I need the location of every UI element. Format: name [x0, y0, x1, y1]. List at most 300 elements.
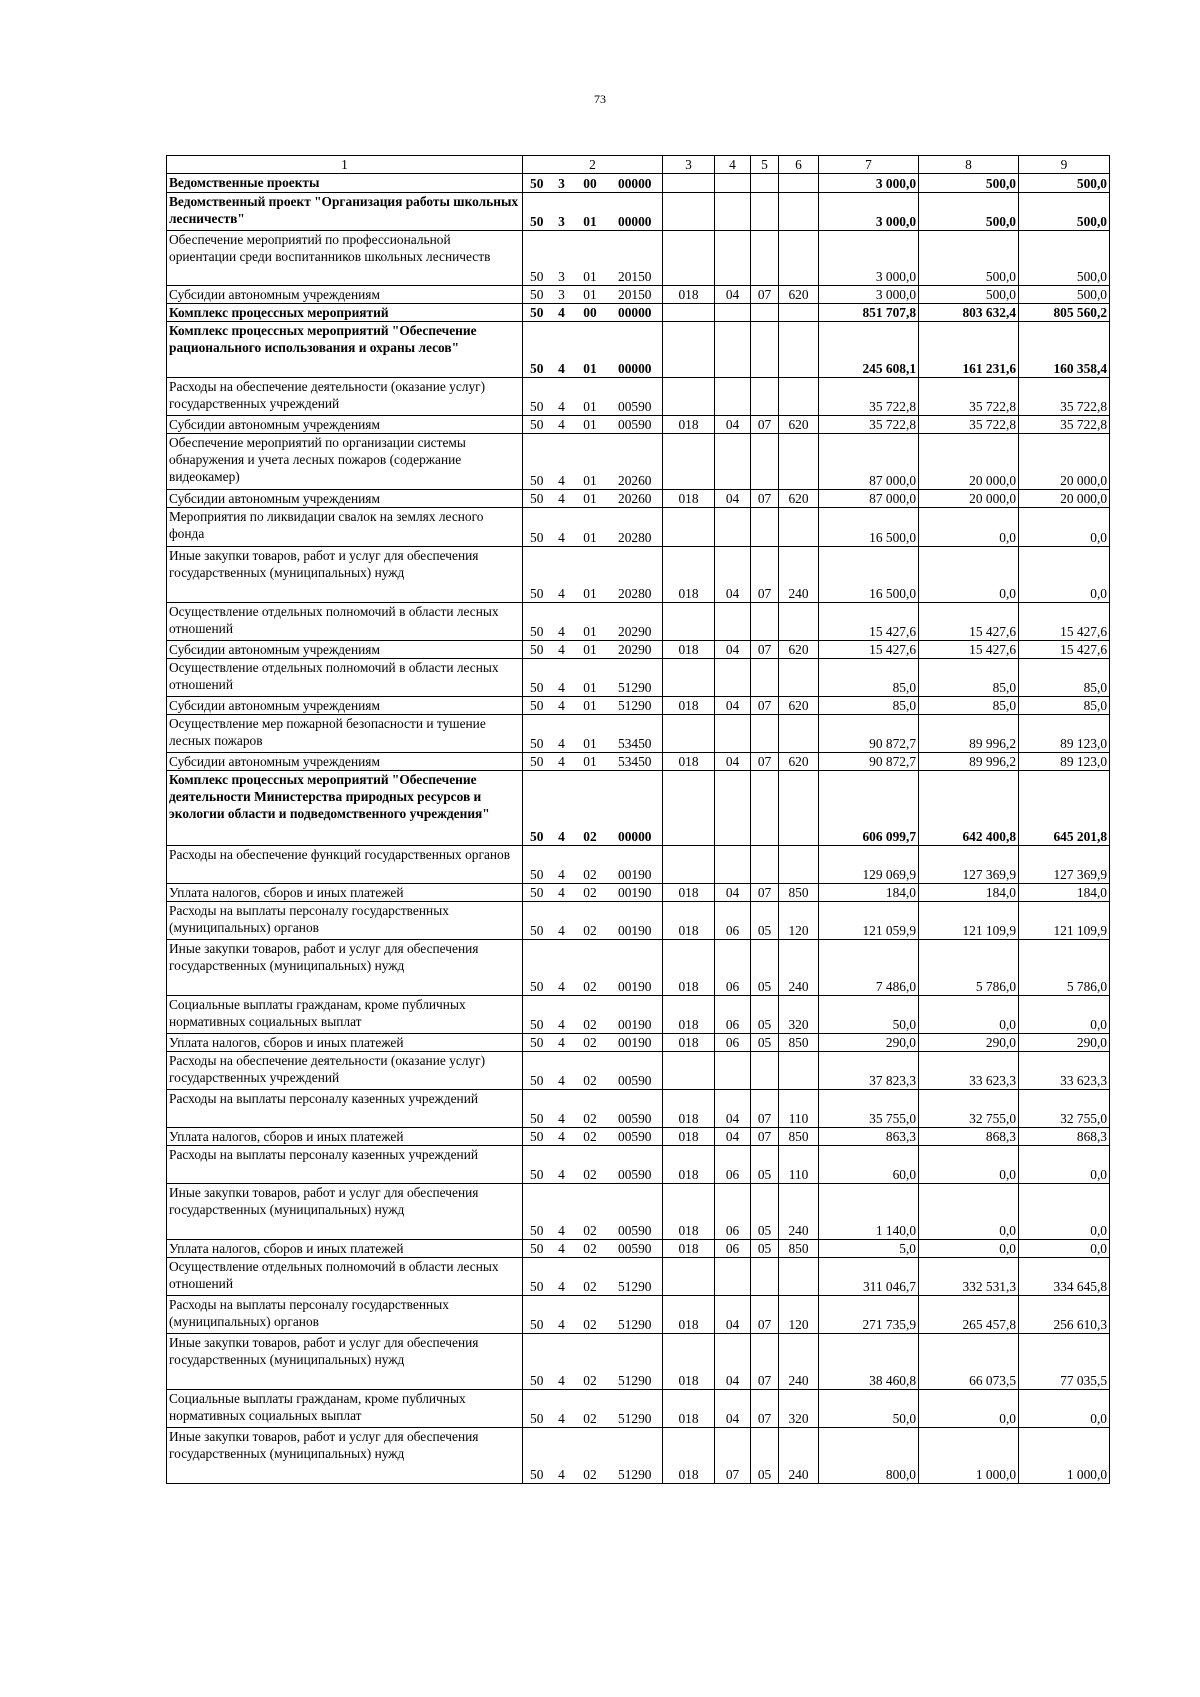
- code-ministry: 018: [663, 697, 715, 715]
- amount-col9: 184,0: [1019, 884, 1110, 902]
- amount-col9: 500,0: [1019, 286, 1110, 304]
- row-name: Субсидии автономным учреждениям: [167, 490, 523, 508]
- code-program: 50: [523, 416, 551, 434]
- row-name: Осуществление отдельных полномочий в области лесных отношений: [167, 659, 523, 697]
- code-type: 4: [551, 1258, 573, 1296]
- table-row: [167, 940, 1110, 996]
- code-program: 50: [523, 1334, 551, 1390]
- code-type: 4: [551, 378, 573, 416]
- code-subsection: 07: [751, 1090, 779, 1128]
- amount-col9: 500,0: [1019, 193, 1110, 231]
- amount-col9: 15 427,6: [1019, 603, 1110, 641]
- code-expense-type: 320: [779, 1390, 819, 1428]
- code-ministry: [663, 174, 715, 193]
- code-subprogram: 02: [573, 771, 608, 846]
- row-name: Ведомственные проекты: [167, 174, 523, 193]
- table-row: [167, 996, 1110, 1034]
- table-row: [167, 286, 1110, 304]
- amount-col8: 0,0: [919, 547, 1019, 603]
- amount-col8: 66 073,5: [919, 1334, 1019, 1390]
- code-ministry: 018: [663, 490, 715, 508]
- amount-col7: 15 427,6: [819, 641, 919, 659]
- amount-col8: 85,0: [919, 659, 1019, 697]
- amount-col7: 87 000,0: [819, 490, 919, 508]
- code-program: 50: [523, 1052, 551, 1090]
- code-subsection: [751, 434, 779, 490]
- code-type: 4: [551, 1146, 573, 1184]
- amount-col7: 1 140,0: [819, 1184, 919, 1240]
- table-row: [167, 1034, 1110, 1052]
- code-subsection: 07: [751, 1334, 779, 1390]
- row-name: Обеспечение мероприятий по организации системы обнаружения и учета лесных пожаров (содержание видеокамер): [167, 434, 523, 490]
- code-subprogram: 01: [573, 416, 608, 434]
- code-subprogram: 02: [573, 846, 608, 884]
- amount-col9: 160 358,4: [1019, 322, 1110, 378]
- code-program: 50: [523, 1296, 551, 1334]
- code-ministry: 018: [663, 940, 715, 996]
- row-name: Обеспечение мероприятий по профессиональной ориентации среди воспитанников школьных лесничеств: [167, 231, 523, 286]
- code-expense-type: [779, 771, 819, 846]
- code-direction: 00590: [608, 1090, 663, 1128]
- table-row: [167, 231, 1110, 286]
- amount-col7: 90 872,7: [819, 715, 919, 753]
- code-program: 50: [523, 884, 551, 902]
- amount-col7: 121 059,9: [819, 902, 919, 940]
- table-row: [167, 434, 1110, 490]
- code-direction: 00000: [608, 322, 663, 378]
- table-row: [167, 753, 1110, 771]
- code-expense-type: [779, 174, 819, 193]
- amount-col8: 0,0: [919, 1240, 1019, 1258]
- table-row: [167, 1146, 1110, 1184]
- code-section: [715, 715, 751, 753]
- code-ministry: 018: [663, 1090, 715, 1128]
- code-subprogram: 02: [573, 1052, 608, 1090]
- code-type: 4: [551, 434, 573, 490]
- code-ministry: [663, 304, 715, 322]
- code-expense-type: 620: [779, 641, 819, 659]
- code-subprogram: 01: [573, 603, 608, 641]
- code-expense-type: [779, 508, 819, 547]
- code-type: 4: [551, 1240, 573, 1258]
- amount-col7: 35 722,8: [819, 416, 919, 434]
- code-ministry: 018: [663, 1034, 715, 1052]
- amount-col9: 5 786,0: [1019, 940, 1110, 996]
- amount-col9: 0,0: [1019, 1184, 1110, 1240]
- code-section: [715, 1258, 751, 1296]
- code-type: 3: [551, 286, 573, 304]
- amount-col9: 15 427,6: [1019, 641, 1110, 659]
- amount-col8: 0,0: [919, 1184, 1019, 1240]
- code-subprogram: 01: [573, 322, 608, 378]
- amount-col8: 1 000,0: [919, 1428, 1019, 1484]
- table-row: [167, 1128, 1110, 1146]
- code-subsection: 07: [751, 547, 779, 603]
- amount-col7: 85,0: [819, 659, 919, 697]
- code-ministry: [663, 715, 715, 753]
- code-section: [715, 231, 751, 286]
- amount-col7: 184,0: [819, 884, 919, 902]
- row-name: Иные закупки товаров, работ и услуг для обеспечения государственных (муниципальных) нужд: [167, 1184, 523, 1240]
- code-section: 04: [715, 753, 751, 771]
- code-ministry: 018: [663, 902, 715, 940]
- code-program: 50: [523, 1146, 551, 1184]
- code-section: [715, 508, 751, 547]
- code-ministry: 018: [663, 1128, 715, 1146]
- code-expense-type: [779, 304, 819, 322]
- code-type: 4: [551, 603, 573, 641]
- code-type: 4: [551, 1034, 573, 1052]
- code-section: 04: [715, 641, 751, 659]
- code-subsection: 05: [751, 902, 779, 940]
- code-expense-type: [779, 1052, 819, 1090]
- code-program: 50: [523, 1390, 551, 1428]
- row-name: Комплекс процессных мероприятий "Обеспечение рационального использования и охраны лесов": [167, 322, 523, 378]
- code-subprogram: 01: [573, 659, 608, 697]
- table-row: [167, 902, 1110, 940]
- row-name: Комплекс процессных мероприятий: [167, 304, 523, 322]
- table-row: [167, 1296, 1110, 1334]
- amount-col8: 89 996,2: [919, 715, 1019, 753]
- code-subsection: [751, 174, 779, 193]
- table-row: [167, 174, 1110, 193]
- code-program: 50: [523, 322, 551, 378]
- amount-col9: 290,0: [1019, 1034, 1110, 1052]
- table-row: [167, 193, 1110, 231]
- code-subsection: [751, 322, 779, 378]
- amount-col9: 0,0: [1019, 1390, 1110, 1428]
- code-expense-type: 620: [779, 286, 819, 304]
- code-subprogram: 01: [573, 753, 608, 771]
- code-ministry: [663, 659, 715, 697]
- amount-col7: 60,0: [819, 1146, 919, 1184]
- code-subprogram: 01: [573, 490, 608, 508]
- row-name: Иные закупки товаров, работ и услуг для обеспечения государственных (муниципальных) нужд: [167, 547, 523, 603]
- code-program: 50: [523, 1258, 551, 1296]
- code-type: 4: [551, 902, 573, 940]
- row-name: Расходы на выплаты персоналу казенных учреждений: [167, 1090, 523, 1128]
- amount-col8: 85,0: [919, 697, 1019, 715]
- row-name: Осуществление отдельных полномочий в области лесных отношений: [167, 603, 523, 641]
- code-subsection: [751, 508, 779, 547]
- amount-col9: 256 610,3: [1019, 1296, 1110, 1334]
- code-section: [715, 434, 751, 490]
- amount-col9: 500,0: [1019, 174, 1110, 193]
- amount-col7: 863,3: [819, 1128, 919, 1146]
- amount-col7: 90 872,7: [819, 753, 919, 771]
- code-subsection: [751, 715, 779, 753]
- amount-col9: 33 623,3: [1019, 1052, 1110, 1090]
- row-name: Иные закупки товаров, работ и услуг для обеспечения государственных (муниципальных) нужд: [167, 1428, 523, 1484]
- code-program: 50: [523, 304, 551, 322]
- code-subsection: [751, 193, 779, 231]
- amount-col7: 16 500,0: [819, 547, 919, 603]
- code-subprogram: 02: [573, 1296, 608, 1334]
- code-program: 50: [523, 846, 551, 884]
- code-ministry: 018: [663, 1146, 715, 1184]
- code-ministry: 018: [663, 547, 715, 603]
- amount-col7: 800,0: [819, 1428, 919, 1484]
- code-type: 4: [551, 1128, 573, 1146]
- table-row: [167, 378, 1110, 416]
- table-row: [167, 846, 1110, 884]
- code-subsection: [751, 378, 779, 416]
- code-direction: 51290: [608, 1334, 663, 1390]
- amount-col9: 20 000,0: [1019, 434, 1110, 490]
- code-program: 50: [523, 771, 551, 846]
- amount-col7: 606 099,7: [819, 771, 919, 846]
- table-row: [167, 659, 1110, 697]
- code-subsection: 05: [751, 1146, 779, 1184]
- code-ministry: 018: [663, 1334, 715, 1390]
- code-type: 4: [551, 715, 573, 753]
- code-subprogram: 02: [573, 902, 608, 940]
- code-ministry: 018: [663, 1184, 715, 1240]
- row-name: Осуществление мер пожарной безопасности и тушение лесных пожаров: [167, 715, 523, 753]
- table-row: [167, 1240, 1110, 1258]
- code-section: 04: [715, 697, 751, 715]
- row-name: Уплата налогов, сборов и иных платежей: [167, 1240, 523, 1258]
- code-subprogram: 02: [573, 940, 608, 996]
- code-section: 06: [715, 996, 751, 1034]
- code-expense-type: 850: [779, 1240, 819, 1258]
- code-program: 50: [523, 1428, 551, 1484]
- amount-col9: 89 123,0: [1019, 753, 1110, 771]
- code-type: 4: [551, 1428, 573, 1484]
- amount-col7: 3 000,0: [819, 193, 919, 231]
- amount-col8: 5 786,0: [919, 940, 1019, 996]
- code-subsection: [751, 1052, 779, 1090]
- code-ministry: 018: [663, 884, 715, 902]
- code-ministry: [663, 603, 715, 641]
- code-subsection: 07: [751, 697, 779, 715]
- amount-col9: 868,3: [1019, 1128, 1110, 1146]
- amount-col8: 500,0: [919, 174, 1019, 193]
- code-ministry: 018: [663, 641, 715, 659]
- code-subprogram: 02: [573, 1090, 608, 1128]
- amount-col7: 16 500,0: [819, 508, 919, 547]
- amount-col7: 3 000,0: [819, 174, 919, 193]
- code-program: 50: [523, 193, 551, 231]
- code-direction: 20280: [608, 508, 663, 547]
- code-subprogram: 01: [573, 715, 608, 753]
- code-direction: 00000: [608, 174, 663, 193]
- code-subprogram: 02: [573, 1128, 608, 1146]
- code-direction: 51290: [608, 697, 663, 715]
- page-number: 73: [594, 92, 606, 106]
- code-subprogram: 01: [573, 231, 608, 286]
- code-subprogram: 01: [573, 697, 608, 715]
- code-type: 4: [551, 1334, 573, 1390]
- table-row: [167, 1428, 1110, 1484]
- code-expense-type: 240: [779, 1334, 819, 1390]
- table-row: [167, 1334, 1110, 1390]
- amount-col8: 20 000,0: [919, 434, 1019, 490]
- code-subprogram: 01: [573, 434, 608, 490]
- code-subsection: 07: [751, 286, 779, 304]
- amount-col7: 7 486,0: [819, 940, 919, 996]
- amount-col7: 851 707,8: [819, 304, 919, 322]
- code-direction: 53450: [608, 753, 663, 771]
- row-name: Социальные выплаты гражданам, кроме публичных нормативных социальных выплат: [167, 1390, 523, 1428]
- amount-col7: 35 755,0: [819, 1090, 919, 1128]
- amount-col8: 15 427,6: [919, 603, 1019, 641]
- code-type: 4: [551, 846, 573, 884]
- amount-col7: 50,0: [819, 996, 919, 1034]
- code-section: [715, 378, 751, 416]
- code-subsection: [751, 846, 779, 884]
- row-name: Ведомственный проект "Организация работы школьных лесничеств": [167, 193, 523, 231]
- code-subsection: 05: [751, 996, 779, 1034]
- code-expense-type: 240: [779, 547, 819, 603]
- amount-col8: 32 755,0: [919, 1090, 1019, 1128]
- code-program: 50: [523, 378, 551, 416]
- code-expense-type: 620: [779, 416, 819, 434]
- code-expense-type: [779, 846, 819, 884]
- code-expense-type: [779, 659, 819, 697]
- code-ministry: [663, 508, 715, 547]
- code-section: [715, 659, 751, 697]
- code-section: [715, 304, 751, 322]
- code-subsection: 05: [751, 1240, 779, 1258]
- code-expense-type: 850: [779, 1034, 819, 1052]
- code-expense-type: 850: [779, 1128, 819, 1146]
- amount-col8: 0,0: [919, 508, 1019, 547]
- code-subprogram: 00: [573, 304, 608, 322]
- code-ministry: [663, 771, 715, 846]
- amount-col8: 0,0: [919, 996, 1019, 1034]
- code-subprogram: 02: [573, 884, 608, 902]
- amount-col8: 89 996,2: [919, 753, 1019, 771]
- table-row: [167, 304, 1110, 322]
- code-section: 06: [715, 1034, 751, 1052]
- code-expense-type: 120: [779, 1296, 819, 1334]
- code-type: 4: [551, 659, 573, 697]
- code-type: 4: [551, 753, 573, 771]
- code-subprogram: 02: [573, 1146, 608, 1184]
- code-section: 04: [715, 490, 751, 508]
- code-section: [715, 174, 751, 193]
- code-type: 4: [551, 1296, 573, 1334]
- table-row: [167, 771, 1110, 846]
- code-type: 4: [551, 996, 573, 1034]
- code-subsection: [751, 603, 779, 641]
- row-name: Субсидии автономным учреждениям: [167, 641, 523, 659]
- amount-col7: 290,0: [819, 1034, 919, 1052]
- amount-col7: 38 460,8: [819, 1334, 919, 1390]
- code-type: 3: [551, 231, 573, 286]
- code-type: 3: [551, 193, 573, 231]
- code-subsection: [751, 304, 779, 322]
- amount-col7: 15 427,6: [819, 603, 919, 641]
- code-ministry: [663, 1258, 715, 1296]
- code-program: 50: [523, 508, 551, 547]
- table-row: [167, 603, 1110, 641]
- table-row: [167, 884, 1110, 902]
- table-body: [167, 174, 1110, 1484]
- amount-col9: 0,0: [1019, 1240, 1110, 1258]
- code-expense-type: 120: [779, 902, 819, 940]
- amount-col8: 290,0: [919, 1034, 1019, 1052]
- code-ministry: [663, 322, 715, 378]
- code-subprogram: 02: [573, 1240, 608, 1258]
- row-name: Расходы на выплаты персоналу государственных (муниципальных) органов: [167, 1296, 523, 1334]
- code-subprogram: 02: [573, 1258, 608, 1296]
- code-ministry: 018: [663, 753, 715, 771]
- column-header: 6: [779, 156, 819, 174]
- code-program: 50: [523, 659, 551, 697]
- code-subprogram: 02: [573, 1390, 608, 1428]
- code-subprogram: 02: [573, 996, 608, 1034]
- code-expense-type: 240: [779, 940, 819, 996]
- code-program: 50: [523, 174, 551, 193]
- code-subprogram: 01: [573, 641, 608, 659]
- code-program: 50: [523, 715, 551, 753]
- code-subprogram: 01: [573, 508, 608, 547]
- code-section: [715, 603, 751, 641]
- code-subprogram: 01: [573, 286, 608, 304]
- row-name: Расходы на выплаты персоналу казенных учреждений: [167, 1146, 523, 1184]
- code-expense-type: 320: [779, 996, 819, 1034]
- column-header: 4: [715, 156, 751, 174]
- amount-col9: 0,0: [1019, 508, 1110, 547]
- code-direction: 00590: [608, 1184, 663, 1240]
- code-direction: 20290: [608, 641, 663, 659]
- amount-col7: 87 000,0: [819, 434, 919, 490]
- code-type: 4: [551, 416, 573, 434]
- amount-col9: 500,0: [1019, 231, 1110, 286]
- amount-col8: 33 623,3: [919, 1052, 1019, 1090]
- code-ministry: 018: [663, 1390, 715, 1428]
- row-name: Субсидии автономным учреждениям: [167, 697, 523, 715]
- code-subsection: 07: [751, 416, 779, 434]
- code-section: 04: [715, 286, 751, 304]
- code-section: 06: [715, 1184, 751, 1240]
- amount-col9: 89 123,0: [1019, 715, 1110, 753]
- code-subprogram: 02: [573, 1428, 608, 1484]
- code-direction: 20260: [608, 490, 663, 508]
- row-name: Комплекс процессных мероприятий "Обеспечение деятельности Министерства природных ресурсов и экологии области и подведомственного учреждения": [167, 771, 523, 846]
- amount-col8: 35 722,8: [919, 378, 1019, 416]
- column-header: 2: [523, 156, 663, 174]
- amount-col8: 0,0: [919, 1146, 1019, 1184]
- code-direction: 00590: [608, 1240, 663, 1258]
- code-type: 4: [551, 771, 573, 846]
- code-direction: 20290: [608, 603, 663, 641]
- amount-col8: 161 231,6: [919, 322, 1019, 378]
- code-direction: 00590: [608, 416, 663, 434]
- code-subsection: 07: [751, 884, 779, 902]
- table-row: [167, 508, 1110, 547]
- code-direction: 00590: [608, 378, 663, 416]
- amount-col9: 35 722,8: [1019, 416, 1110, 434]
- code-ministry: 018: [663, 1428, 715, 1484]
- code-direction: 00590: [608, 1052, 663, 1090]
- table-row: [167, 641, 1110, 659]
- code-subsection: [751, 659, 779, 697]
- code-ministry: 018: [663, 1240, 715, 1258]
- code-expense-type: [779, 603, 819, 641]
- code-subsection: 05: [751, 1034, 779, 1052]
- amount-col7: 3 000,0: [819, 286, 919, 304]
- column-header: 8: [919, 156, 1019, 174]
- code-expense-type: 240: [779, 1428, 819, 1484]
- amount-col8: 332 531,3: [919, 1258, 1019, 1296]
- code-section: [715, 846, 751, 884]
- row-name: Уплата налогов, сборов и иных платежей: [167, 1034, 523, 1052]
- table-row: [167, 1258, 1110, 1296]
- amount-col9: 645 201,8: [1019, 771, 1110, 846]
